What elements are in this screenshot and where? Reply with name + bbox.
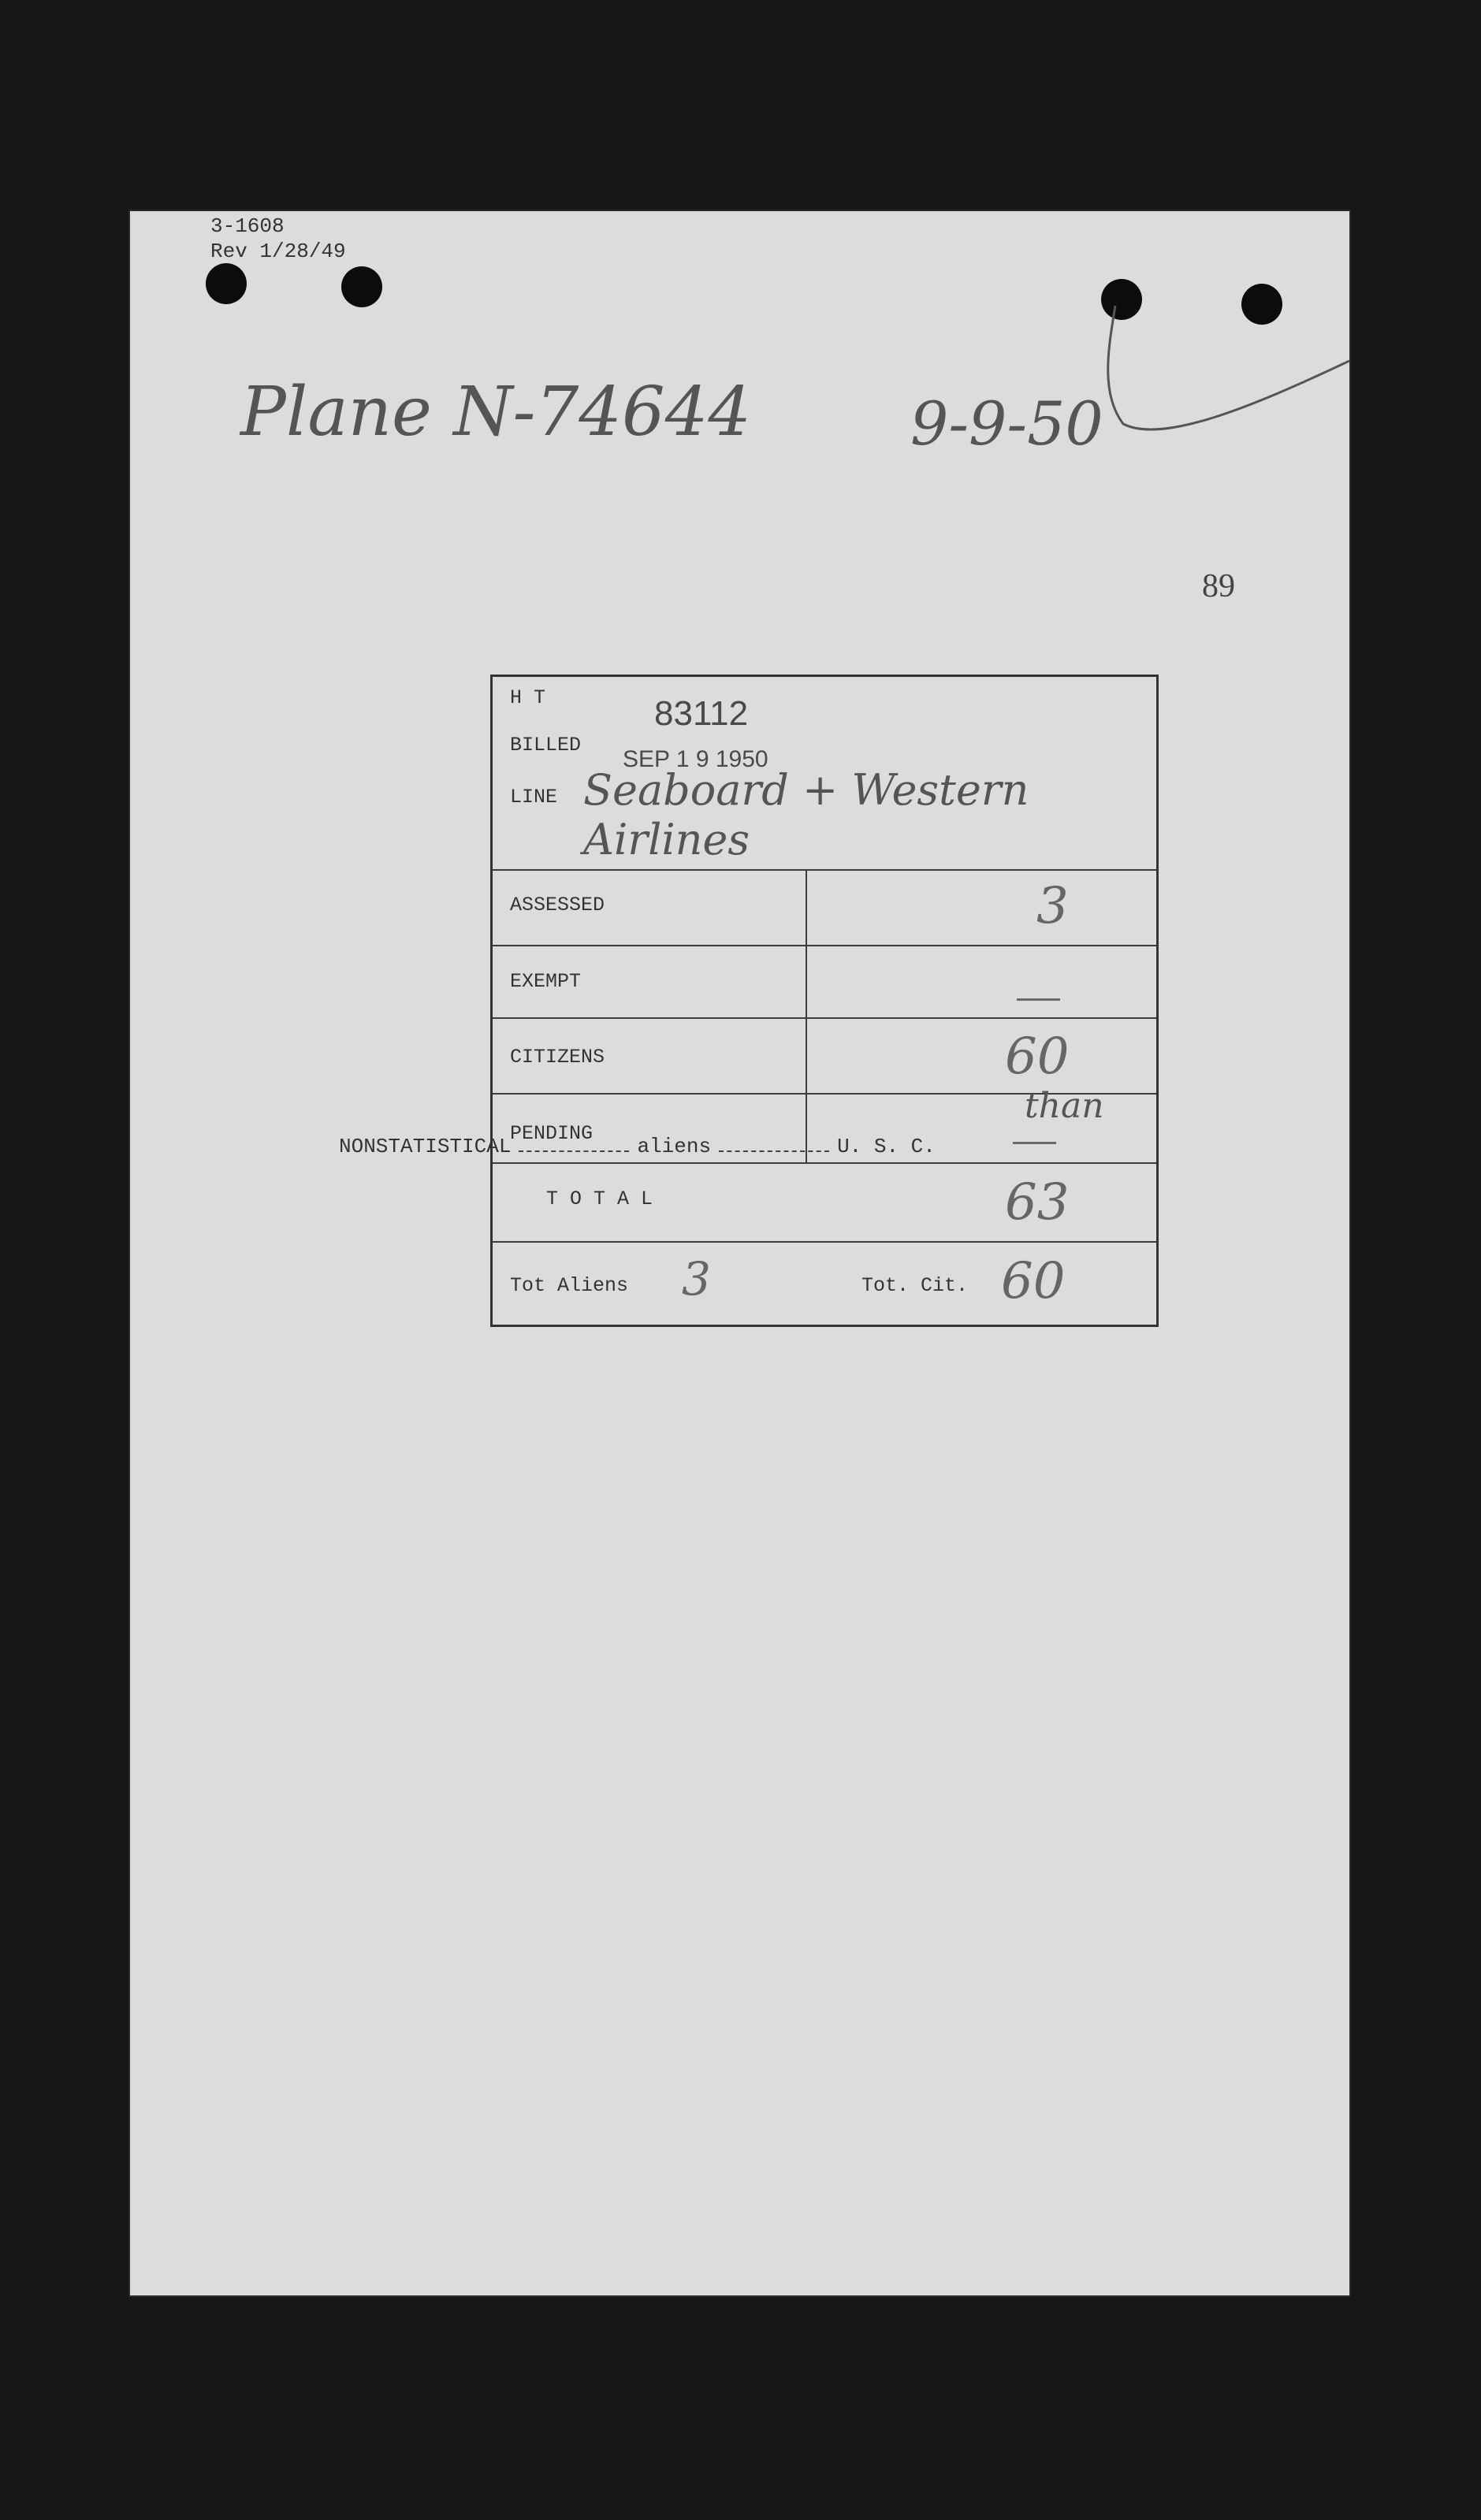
usc-label: U. S. C. [837,1135,936,1158]
billed-label: BILLED [510,734,582,756]
nonstat-blank [519,1146,629,1152]
divider [493,1017,1156,1019]
pending-label: PENDING [510,1122,594,1145]
exempt-label: EXEMPT [510,970,582,993]
citizens-value: 60 [1005,1028,1070,1086]
tot-aliens-value: 3 [682,1252,711,1306]
initials: than [1025,1086,1104,1126]
assessed-value: 3 [1036,877,1069,935]
pen-stroke [1092,298,1349,448]
citizens-label: CITIZENS [510,1046,605,1069]
punch-hole [341,266,382,307]
divider [493,945,1156,946]
punch-hole [206,263,247,304]
total-label: T O T A L [546,1188,653,1210]
aliens-blank [719,1146,829,1152]
form-number: 3-1608 [210,214,285,238]
ht-number: 83112 [654,694,749,733]
aliens-label: aliens [637,1135,712,1158]
plane-number: Plane N-74644 [240,373,752,452]
tally-table [490,675,1159,1327]
nonstatistical-label: NONSTATISTICAL [339,1135,512,1158]
airline-name: Seaboard + Western Airlines [583,765,1029,864]
billed-date-stamp: SEP 1 9 1950 [623,746,768,772]
divider [493,1241,1156,1243]
column-divider [806,869,807,1162]
pending-dash [1013,1142,1056,1144]
divider [493,869,1156,871]
line-label: LINE [510,786,558,808]
form-revision: Rev 1/28/49 [210,240,346,263]
tot-aliens-label: Tot Aliens [510,1274,629,1297]
ht-label: H T [510,686,546,709]
divider [493,1162,1156,1164]
assessed-label: ASSESSED [510,894,605,916]
form-paper [130,211,1349,2295]
exempt-dash [1017,998,1060,1001]
page-number: 89 [1202,568,1235,604]
tot-cit-value: 60 [1001,1252,1066,1310]
handwritten-date: 9-9-50 [910,388,1103,459]
tot-cit-label: Tot. Cit. [861,1274,969,1297]
nonstatistical-line [339,1135,936,1158]
total-value: 63 [1005,1173,1070,1232]
